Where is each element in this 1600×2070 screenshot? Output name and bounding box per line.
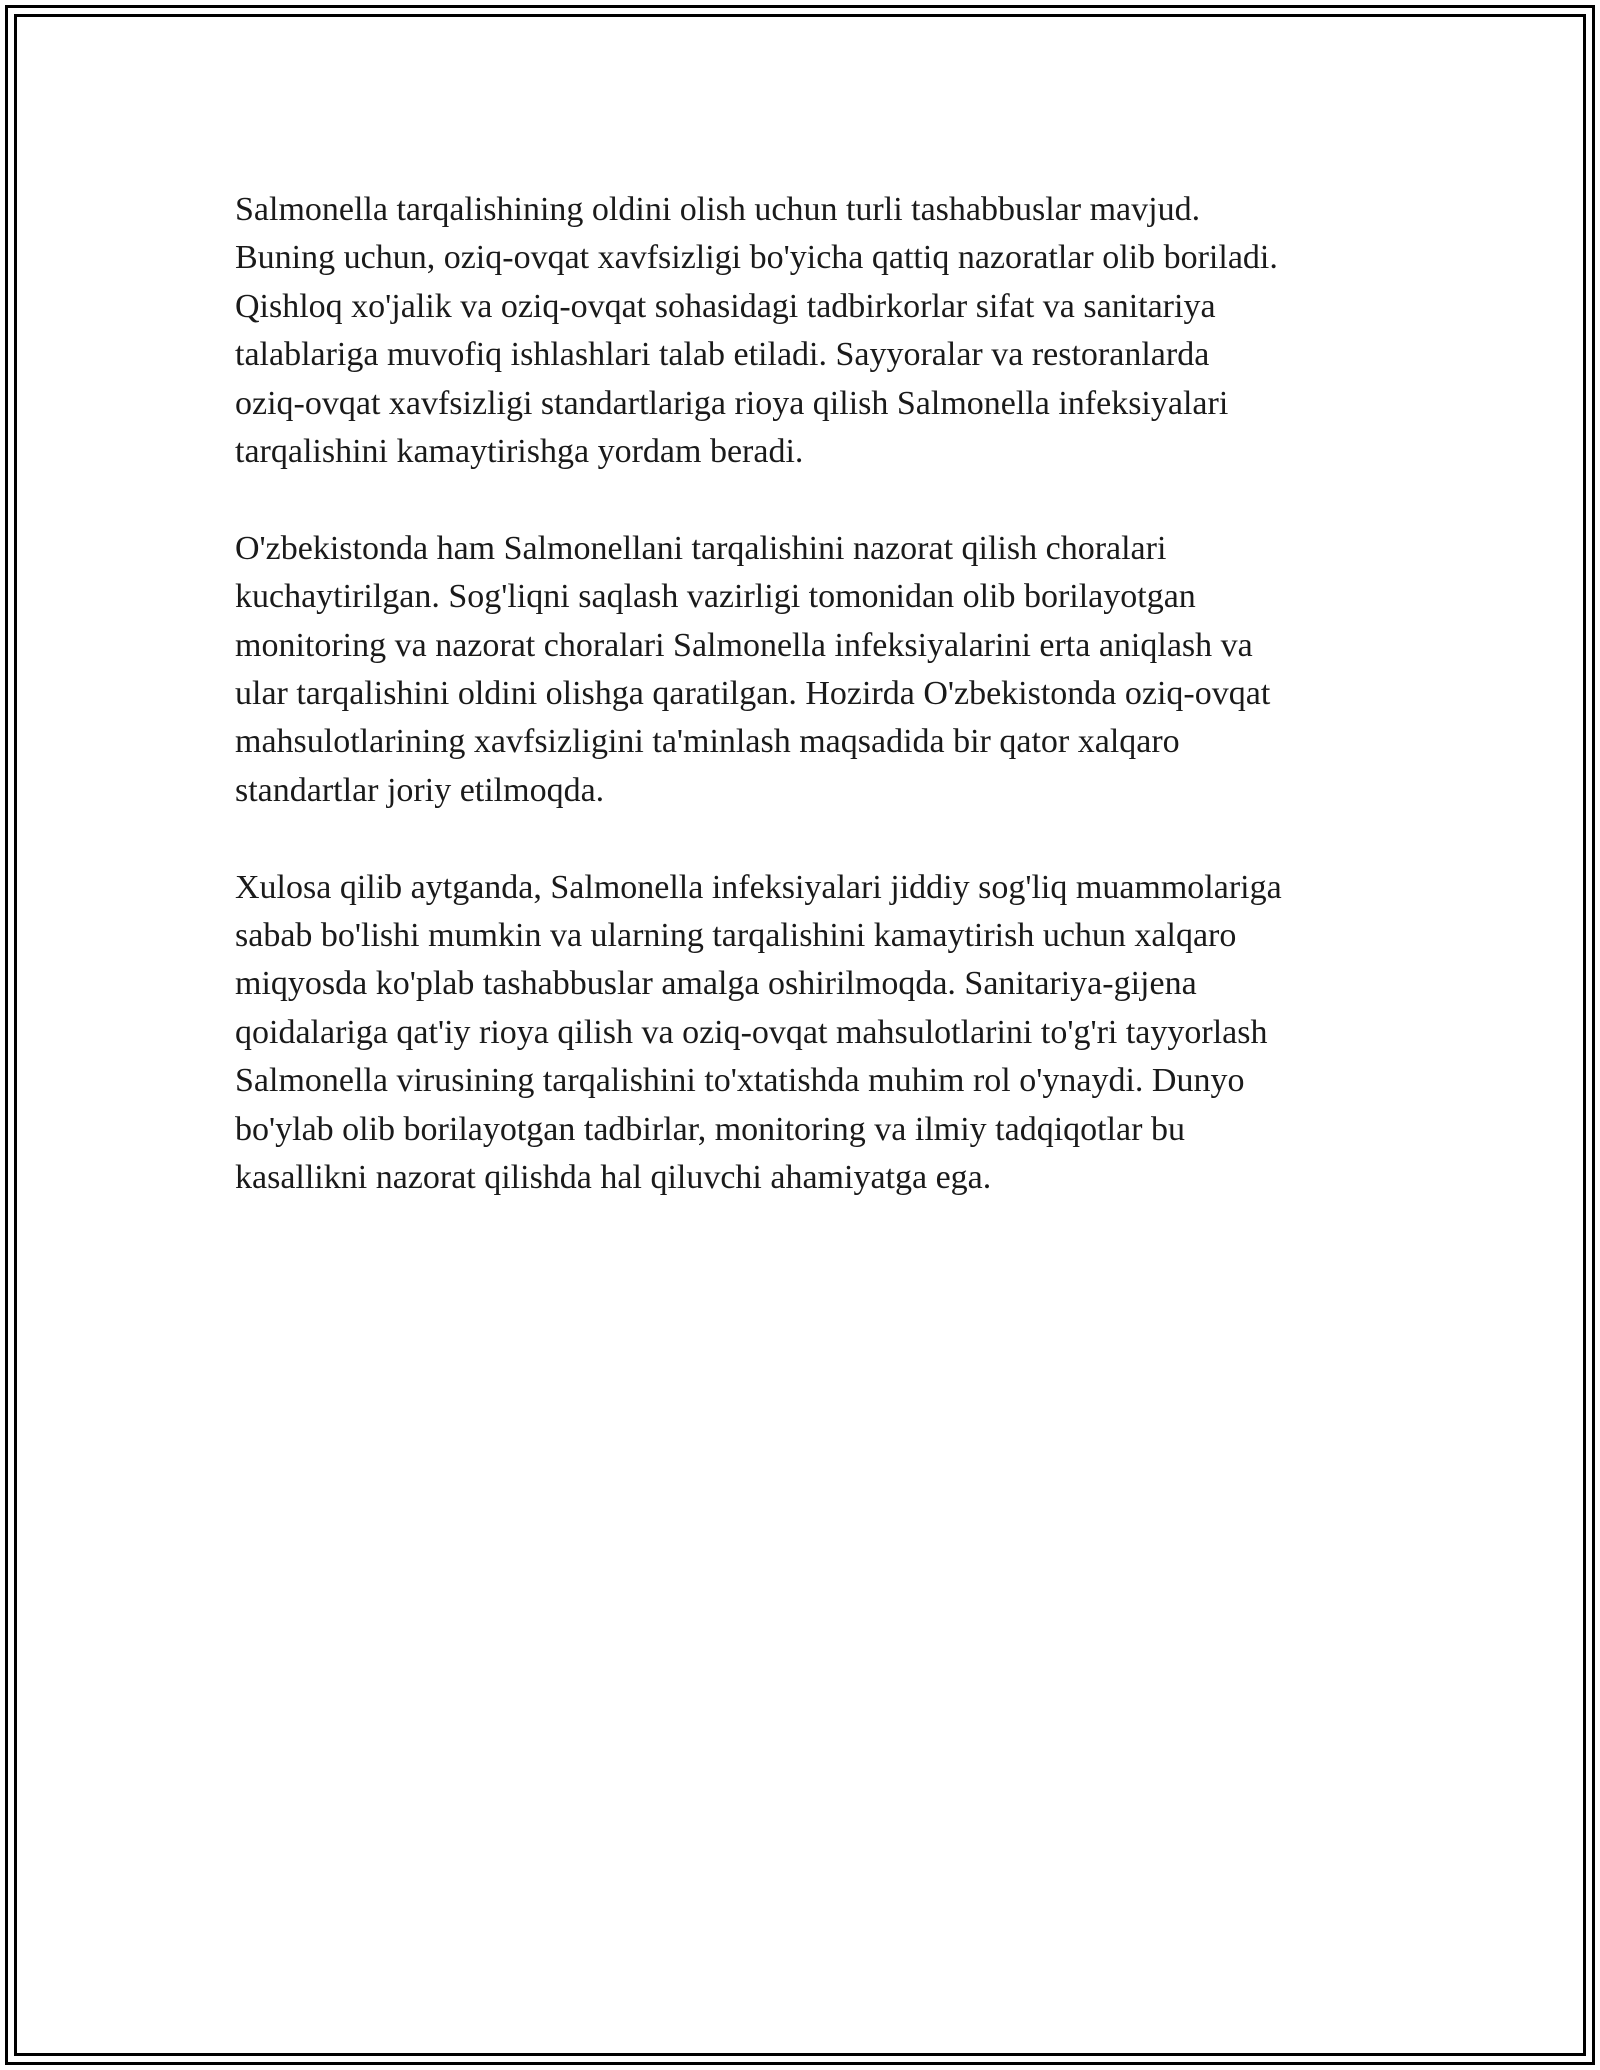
paragraph-3: Xulosa qilib aytganda, Salmonella infeksiyalari jiddiy sog'liq muammolariga sabab bo'lishi mumkin va ularning tarqalishini kamaytirish uchun xalqaro miqyosda ko'plab tashabbuslar amalga oshirilmoqda. Sanitariya-gijena qoidalariga qat'iy rioya qilish va oziq-ovqat mahsulotlarini to'g'ri tayyorlash Salmonella virusining tarqalishini to'xtatishda muhim rol o'ynaydi. Dunyo bo'ylab olib borilayotgan tadbirlar, monitoring va ilmiy tadqiqotlar bu kasallikni nazorat qilishda hal qiluvchi ahamiyatga ega.	[235, 868, 1282, 1197]
paragraph-2: O'zbekistonda ham Salmonellani tarqalishini nazorat qilish choralari kuchaytirilgan. Sog'liqni saqlash vazirligi tomonidan olib borilayotgan monitoring va nazorat choralari Salmonella infeksiyalarini erta aniqlash va ular tarqalishini oldini olishga qaratilgan. Hozirda O'zbekistonda oziq-ovqat mahsulotlarining xavfsizligini ta'minlash maqsadida bir qator xalqaro standartlar joriy etilmoqda.	[235, 529, 1271, 809]
document-body	[235, 186, 1395, 1251]
paragraph-1: Salmonella tarqalishining oldini olish uchun turli tashabbuslar mavjud. Buning uchun, oziq-ovqat xavfsizligi bo'yicha qattiq nazoratlar olib boriladi. Qishloq xo'jalik va oziq-ovqat sohasidagi tadbirkorlar sifat va sanitariya talablariga muvofiq ishlashlari talab etiladi. Sayyoralar va restoranlarda oziq-ovqat xavfsizligi standartlariga rioya qilish Salmonella infeksiyalari tarqalishini kamaytirishga yordam beradi.	[235, 191, 1278, 471]
